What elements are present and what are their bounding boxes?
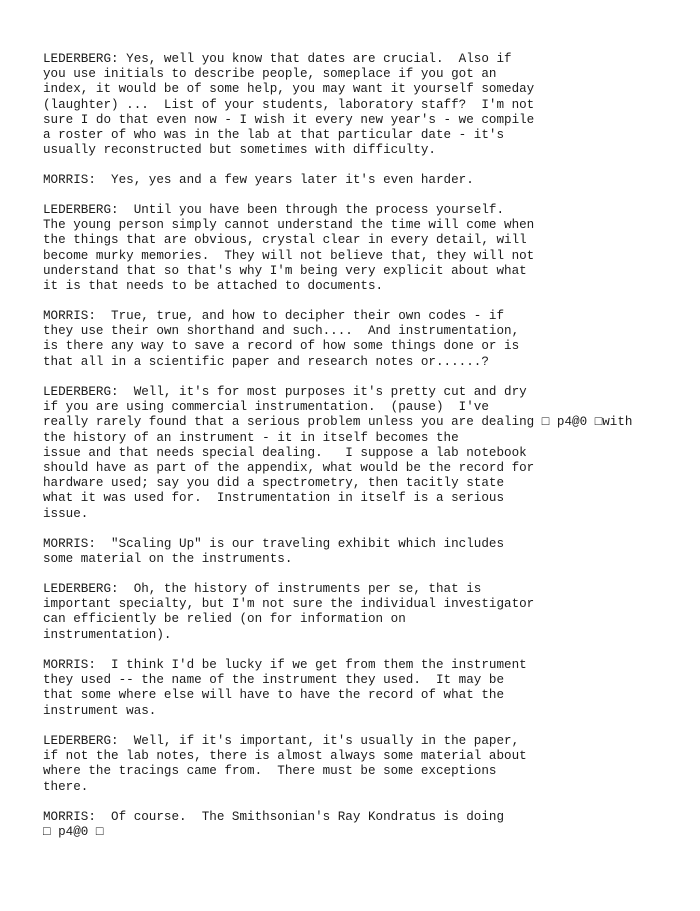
paragraph-morris-harder — [43, 173, 474, 188]
text-line: □ p4@0 □ — [43, 825, 104, 840]
text-line: understand that so that's why I'm being very explicit about what — [43, 263, 527, 278]
text-line: the things that are obvious, crystal clear in every detail, will — [43, 233, 527, 248]
text-line: important specialty, but I'm not sure the individual investigator — [43, 597, 535, 612]
paragraph-lederberg-dates — [43, 52, 534, 158]
text-line: if not the lab notes, there is almost always some material about — [43, 749, 527, 764]
text-line: The young person simply cannot understand the time will come when — [43, 218, 535, 233]
text-line: LEDERBERG: Well, it's for most purposes it's pretty cut and dry — [43, 385, 527, 399]
text-line: issue and that needs special dealing. I suppose a lab notebook — [43, 445, 527, 460]
paragraph-lederberg-paper — [43, 734, 527, 795]
text-line: should have as part of the appendix, what would be the record for — [43, 460, 535, 475]
text-line: they use their own shorthand and such.... And instrumentation, — [43, 324, 520, 339]
paragraph-morris-kondratus — [43, 810, 504, 840]
text-line: index, it would be of some help, you may want it yourself someday — [43, 82, 535, 97]
text-line: instrumentation). — [43, 627, 172, 642]
text-line: MORRIS: Yes, yes and a few years later it's even harder. — [43, 173, 474, 187]
text-line: LEDERBERG: Until you have been through the process yourself. — [43, 203, 505, 217]
text-line: a roster of who was in the lab at that particular date - it's — [43, 127, 505, 142]
text-line: they used -- the name of the instrument they used. It may be — [43, 673, 505, 688]
text-line: usually reconstructed but sometimes with difficulty. — [43, 143, 436, 158]
paragraph-lederberg-process — [43, 203, 534, 294]
text-line: there. — [43, 779, 89, 794]
paragraph-morris-scaling-up — [43, 537, 504, 567]
text-line: really rarely found that a serious problem unless you are dealing □ p4@0 □with — [43, 415, 633, 430]
text-line: MORRIS: True, true, and how to decipher their own codes - if — [43, 309, 505, 323]
text-line: hardware used; say you did a spectrometry, then tacitly state — [43, 476, 505, 491]
text-line: is there any way to save a record of how some things done or is — [43, 339, 520, 354]
text-line: (laughter) ... List of your students, laboratory staff? I'm not — [43, 97, 535, 112]
text-line: it is that needs to be attached to documents. — [43, 278, 384, 293]
text-line: you use initials to describe people, someplace if you got an — [43, 67, 497, 82]
text-line: LEDERBERG: Oh, the history of instruments per se, that is — [43, 582, 482, 596]
text-line: can efficiently be relied (on for information on — [43, 612, 406, 627]
text-line: where the tracings came from. There must be some exceptions — [43, 764, 497, 779]
text-line: LEDERBERG: Yes, well you know that dates are crucial. Also if — [43, 52, 512, 66]
text-line: that all in a scientific paper and research notes or......? — [43, 354, 489, 369]
text-line: become murky memories. They will not believe that, they will not — [43, 248, 535, 263]
text-line: MORRIS: I think I'd be lucky if we get from them the instrument — [43, 658, 527, 672]
text-line: sure I do that even now - I wish it every new year's - we compile — [43, 112, 535, 127]
paragraph-morris-codes — [43, 309, 519, 370]
paragraph-lederberg-specialty — [43, 582, 534, 643]
text-line: the history of an instrument - it in itself becomes the — [43, 430, 459, 445]
text-line: some material on the instruments. — [43, 552, 293, 567]
text-line: that some where else will have to have the record of what the — [43, 688, 505, 703]
text-line: MORRIS: Of course. The Smithsonian's Ray Kondratus is doing — [43, 810, 505, 824]
text-line: what it was used for. Instrumentation in itself is a serious — [43, 491, 505, 506]
text-line: LEDERBERG: Well, if it's important, it's usually in the paper, — [43, 734, 520, 748]
paragraph-lederberg-instrumentation — [43, 385, 632, 522]
text-line: MORRIS: "Scaling Up" is our traveling exhibit which includes — [43, 537, 505, 551]
text-line: instrument was. — [43, 703, 157, 718]
paragraph-morris-lucky — [43, 658, 527, 719]
text-line: issue. — [43, 506, 89, 521]
text-line: if you are using commercial instrumentation. (pause) I've — [43, 400, 489, 415]
